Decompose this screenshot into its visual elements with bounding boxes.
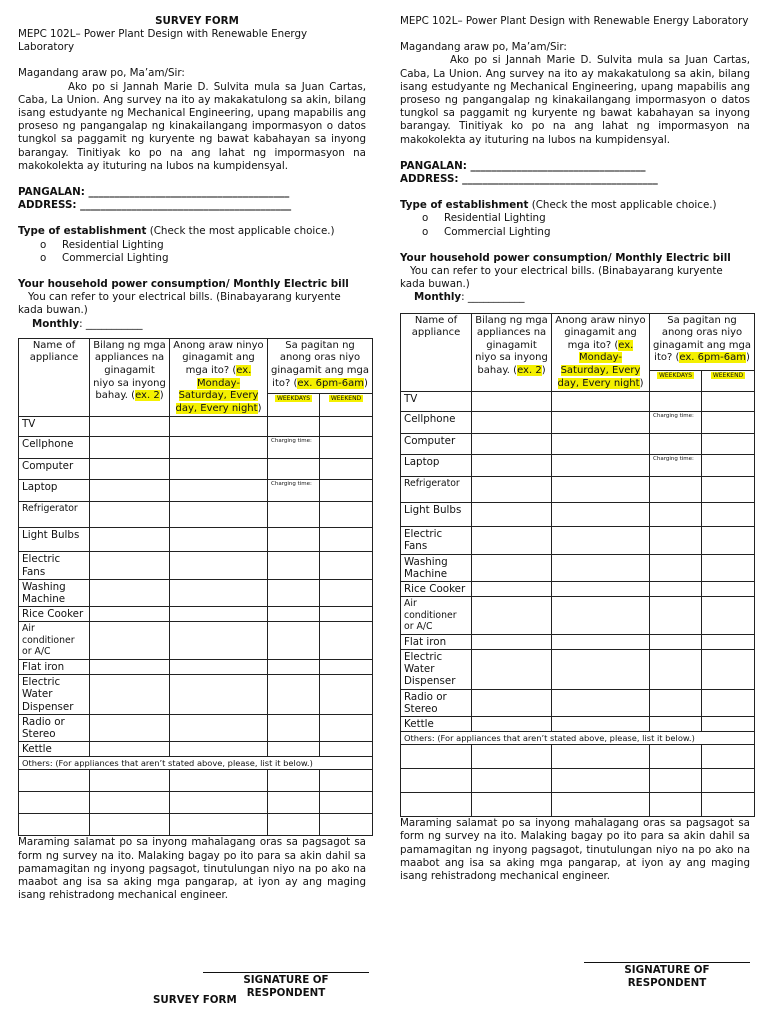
option-commercial[interactable]: o Commercial Lighting — [422, 226, 750, 239]
row-label: Rice Cooker — [401, 582, 472, 597]
row-label: Refrigerator — [19, 502, 90, 528]
intro-paragraph: Ako po si Jannah Marie D. Sulvita mula sa Juan Cartas, Caba, La Union. Ang survey na ito ay makakatulong sa akin, bilang isang estudyante ng Mechanical Engineering, upang mapabilis ang proseso ng pangangalap ng kinakailangang impormasyon o datos tungkol sa paggamit ng kuryente ng bawat kabahayan sa inyong barangay. Tinitiyak ko po na ang lahat ng impormasyon na makokolekta ay ituturing na lubos na kumpidensyal. — [18, 80, 366, 172]
row-label: Washing Machine — [19, 579, 90, 606]
address-field[interactable]: ADDRESS: ______________________________________ — [400, 173, 658, 186]
survey-form-right — [400, 15, 750, 883]
signature-block-right — [584, 962, 750, 990]
row-label: Computer — [401, 434, 472, 455]
header-hours: Sa pagitan ng anong oras niyo ginagamit ang mga ito? (ex. 6pm-6am) — [650, 313, 755, 370]
charging-note: Charging time: — [271, 481, 312, 488]
header-name: Name of appliance — [19, 338, 90, 417]
row-label: Radio or Stereo — [401, 689, 472, 716]
signature-label: SIGNATURE OF RESPONDENT — [243, 974, 329, 1000]
header-days: Anong araw ninyo ginagamit ang mga ito? (ex. Monday-Saturday, Every day, Every night) — [552, 313, 650, 392]
name-field[interactable]: PANGALAN: _______________________________________ — [18, 186, 290, 199]
consumption-title: Your household power consumption/ Monthly Electric bill — [18, 278, 349, 291]
establishment-options — [18, 239, 366, 265]
header-count: Bilang ng mga appliances na ginagamit niyo sa inyong bahay. (ex. 2) — [90, 338, 170, 417]
row-label: Radio or Stereo — [19, 714, 90, 741]
greeting: Magandang araw po, Ma’am/Sir: — [400, 41, 567, 54]
row-label: Air conditioner or A/C — [401, 597, 472, 635]
row-label: Cellphone — [19, 437, 90, 459]
header-count: Bilang ng mga appliances na ginagamit niyo sa inyong bahay. (ex. 2) — [472, 313, 552, 392]
thanks-paragraph: Maraming salamat po sa inyong mahalagang oras sa pagsagot sa form ng survey na ito. Malaking bagay po ito para sa akin dahil sa pamamagitan ng inyong pagsagot, tinutulungan niyo na po ako na maabot ang isa sa aking mga pangarap, at iyon ay ang maging isang rehistradong mechanical engineer. — [18, 836, 366, 902]
charging-note: Charging time: — [653, 413, 694, 420]
establishment-question: Type of establishment (Check the most applicable choice.) — [400, 199, 717, 212]
address-field[interactable]: ADDRESS: _________________________________________ — [18, 199, 292, 212]
signature-label: SIGNATURE OF RESPONDENT — [624, 964, 710, 990]
establishment-question: Type of establishment (Check the most applicable choice.) — [18, 225, 335, 238]
header-weekend: WEEKEND — [320, 393, 373, 417]
header-weekdays: WEEKDAYS — [268, 393, 320, 417]
monthly-field[interactable]: Monthly: ___________ — [32, 317, 143, 330]
thanks-paragraph: Maraming salamat po sa inyong mahalagang oras sa pagsagot sa form ng survey na ito. Malaking bagay po ito para sa akin dahil sa pamamagitan ng inyong pagsagot, tinutulungan niyo na po ako na maabot ang isa sa aking mga pangarap, at iyon ay ang maging isang rehistradong mechanical engineer. — [400, 817, 750, 882]
row-label: Laptop — [19, 480, 90, 502]
consumption-note: You can refer to your electrical bills. (Binabayarang kuryente kada buwan.) — [400, 265, 723, 291]
option-residential[interactable]: o Residential Lighting — [40, 239, 366, 252]
others-note: Others: (For appliances that aren’t stated above, please, list it below.) — [401, 732, 755, 745]
row-label: Electric Water Dispenser — [19, 675, 90, 715]
establishment-options — [400, 212, 750, 238]
footer-title: SURVEY FORM — [153, 994, 237, 1006]
row-label: Rice Cooker — [19, 607, 90, 622]
row-label: Kettle — [19, 742, 90, 757]
row-label: Kettle — [401, 716, 472, 731]
row-label: Electric Fans — [401, 527, 472, 554]
others-note: Others: (For appliances that aren’t stated above, please, list it below.) — [19, 757, 373, 770]
row-label: Computer — [19, 459, 90, 480]
survey-form-left — [18, 15, 369, 902]
consumption-title: Your household power consumption/ Monthly Electric bill — [400, 251, 731, 264]
row-label: Cellphone — [401, 412, 472, 434]
course-title: MEPC 102L– Power Plant Design with Renewable Energy Laboratory — [400, 15, 749, 27]
monthly-field[interactable]: Monthly: ___________ — [414, 291, 525, 304]
row-label: Air conditioner or A/C — [19, 622, 90, 660]
row-label: Electric Fans — [19, 552, 90, 579]
row-label: TV — [401, 392, 472, 412]
intro-paragraph: Ako po si Jannah Marie D. Sulvita mula sa Juan Cartas, Caba, La Union. Ang survey na ito ay makakatulong sa akin, bilang isang estudyante ng Mechanical Engineering, upang mapabilis ang proseso ng pangangalap ng kinakailangang impormasyon o datos tungkol sa paggamit ng kuryente ng bawat kabahayan sa inyong barangay. Tinitiyak ko po na ang lahat ng impormasyon na makokolekta ay ituturing na lubos na kumpidensyal. — [400, 54, 750, 146]
row-label: Light Bulbs — [401, 503, 472, 527]
charging-note: Charging time: — [653, 456, 694, 463]
appliance-table — [18, 338, 373, 837]
row-label: Laptop — [401, 455, 472, 477]
row-label: Flat iron — [401, 634, 472, 649]
charging-note: Charging time: — [271, 438, 312, 445]
option-commercial[interactable]: o Commercial Lighting — [40, 252, 366, 265]
name-field[interactable]: PANGALAN: __________________________________ — [400, 159, 646, 172]
row-label: Washing Machine — [401, 554, 472, 581]
appliance-table — [400, 313, 755, 818]
header-hours: Sa pagitan ng anong oras niyo ginagamit ang mga ito? (ex. 6pm-6am) — [268, 338, 373, 393]
header-weekdays: WEEKDAYS — [650, 370, 702, 392]
course-title: MEPC 102L– Power Plant Design with Renewable Energy Laboratory — [18, 28, 308, 54]
row-label: TV — [19, 417, 90, 437]
header-weekend: WEEKEND — [702, 370, 755, 392]
option-residential[interactable]: o Residential Lighting — [422, 212, 750, 225]
header-name: Name of appliance — [401, 313, 472, 392]
form-title: SURVEY FORM — [155, 15, 239, 27]
greeting: Magandang araw po, Ma’am/Sir: — [18, 67, 185, 80]
row-label: Flat iron — [19, 659, 90, 674]
header-days: Anong araw ninyo ginagamit ang mga ito? (ex. Monday-Saturday, Every day, Every night) — [170, 338, 268, 417]
consumption-note: You can refer to your electrical bills. (Binabayarang kuryente kada buwan.) — [18, 291, 341, 317]
row-label: Electric Water Dispenser — [401, 649, 472, 689]
row-label: Refrigerator — [401, 477, 472, 503]
row-label: Light Bulbs — [19, 528, 90, 552]
